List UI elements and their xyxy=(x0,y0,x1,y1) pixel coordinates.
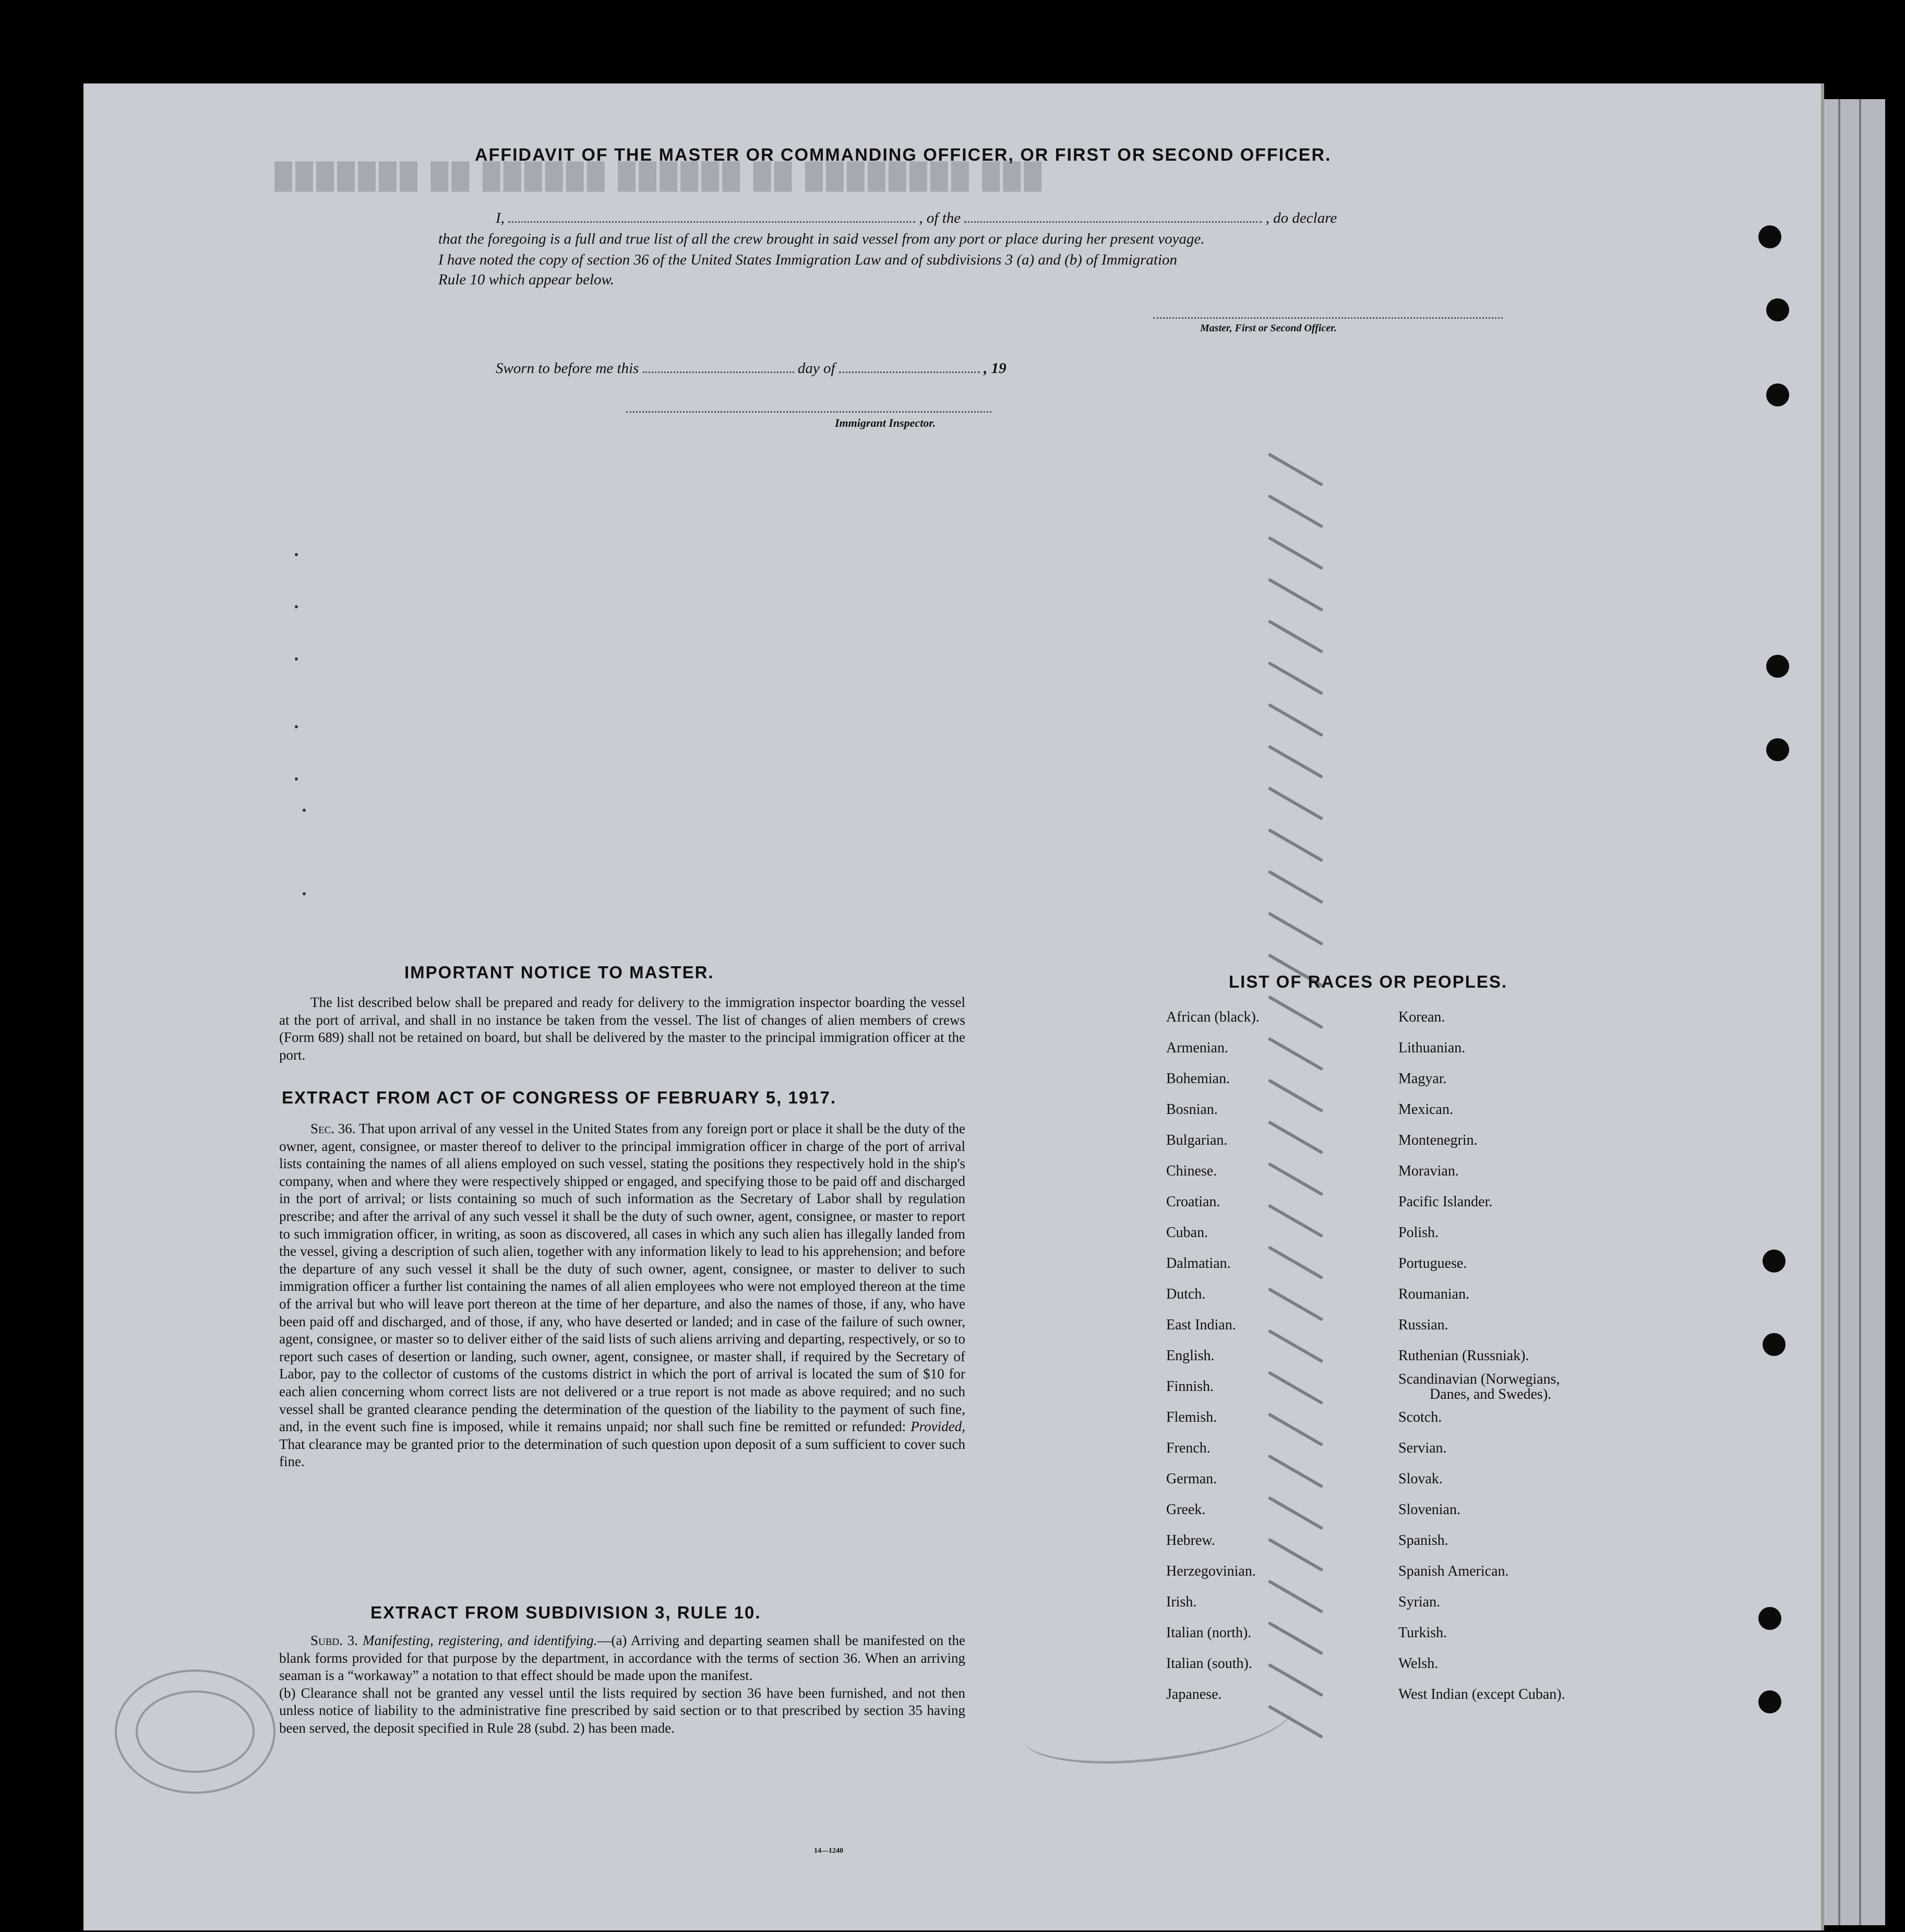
master-signature-label: Master, First or Second Officer. xyxy=(1200,322,1337,334)
sworn-day-field[interactable] xyxy=(643,361,794,373)
rule-text xyxy=(279,1632,965,1737)
punch-hole xyxy=(1766,383,1789,406)
race-item: Slovenian. xyxy=(1398,1502,1460,1518)
year-label: , 19 xyxy=(984,360,1007,377)
act-paragraph: That upon arrival of any vessel in the United States from any foreign port or place it shall be the duty of the owner, agent, consignee, or master thereof to deliver to the principal immigration officer in charge of the port of arrival lists containing the names of all aliens employed on such vessel, stating the positions they respectively hold in the ship's company, when and where they were respectively shipped or engaged, and specifying those to be paid off and discharged in the port of arrival; or lists containing so much of such information as the Secretary of Labor shall by regulation prescribe; and after the arrival of any such vessel it shall be the duty of such owner, agent, consignee, or master to report to such immigration officer, in writing, as soon as discovered, all cases in which any such alien has illegally landed from the vessel, giving a description of such alien, together with any information likely to lead to his apprehension; and before the departure of any such vessel it shall be the duty of such owner, agent, consignee, or master to deliver to such immigration officer a further list containing the names of all alien employees who were not employed thereon at the time of the arrival but who will leave port thereon at the time of her departure, and also the names of those, if any, who have been paid off and discharged, and of those, if any, who have deserted or landed; and in case of the failure of such owner, agent, consignee, or master so to deliver either of the said lists of such aliens arriving and departing, respectively, or so to report such cases of desertion or landing, such owner, agent, consignee, or master shall, if required by the Secretary of Labor, pay to the collector of customs of the customs district in which the port of arrival is located the sum of $10 for each alien concerning whom correct lists are not delivered or a true report is not made as above required; and no such vessel shall be granted clearance pending the determination of the question of the liability to the payment of such fine, and, in the event such fine is imposed, while it remains unpaid; nor shall such fine be remitted or refunded: xyxy=(279,1121,965,1435)
affidavit-line-1 xyxy=(496,210,1337,227)
race-item-cont: Danes, and Swedes). xyxy=(1430,1386,1552,1402)
affidavit-line-4: Rule 10 which appear below. xyxy=(438,271,614,288)
race-item: Scotch. xyxy=(1398,1409,1442,1425)
race-item: Irish. xyxy=(1166,1594,1197,1610)
vessel-name-field[interactable] xyxy=(964,211,1262,223)
punch-hole xyxy=(1766,655,1789,678)
race-item: Scandinavian (Norwegians, xyxy=(1398,1371,1560,1387)
act-text xyxy=(279,1120,965,1471)
sec-label: Sec. 36. xyxy=(310,1121,356,1136)
races-left-column xyxy=(1166,1002,1260,1710)
race-item: Roumanian. xyxy=(1398,1286,1470,1302)
punch-hole xyxy=(1763,1333,1786,1356)
races-title: LIST OF RACES OR PEOPLES. xyxy=(1229,972,1508,991)
race-item: Spanish. xyxy=(1398,1532,1448,1549)
race-item: Polish. xyxy=(1398,1225,1439,1241)
race-item: Magyar. xyxy=(1398,1071,1447,1087)
notice-text xyxy=(279,994,965,1064)
race-item: Finnish. xyxy=(1166,1378,1214,1395)
act-paragraph-end: That clearance may be granted prior to the determination of such question upon deposit of a sum sufficient to cover such fine. xyxy=(279,1436,965,1470)
race-item: German. xyxy=(1166,1471,1217,1487)
provided-label: Provided, xyxy=(910,1419,965,1435)
race-item: Dalmatian. xyxy=(1166,1255,1231,1271)
race-item: English. xyxy=(1166,1348,1215,1364)
race-item: Korean. xyxy=(1398,1009,1445,1025)
affidavit-line-3: I have noted the copy of section 36 of the United States Immigration Law and of subdivisions 3 (a) and (b) of Immigration xyxy=(438,251,1178,268)
punch-hole xyxy=(1758,1607,1781,1630)
races-right-column xyxy=(1398,1002,1565,1710)
race-item: Flemish. xyxy=(1166,1409,1217,1425)
manifest-page xyxy=(83,83,1824,1930)
race-item: Syrian. xyxy=(1398,1594,1441,1610)
bleed-through-header: ███ ████████ ██ ██████ ██████ ██ ███████ xyxy=(271,162,1042,190)
i-label: I, xyxy=(496,210,505,226)
race-item: Japanese. xyxy=(1166,1686,1222,1702)
subd-title: Manifesting, registering, and identifying. xyxy=(362,1633,597,1648)
race-item: Italian (south). xyxy=(1166,1655,1252,1672)
faded-stamp-inner xyxy=(136,1690,255,1773)
race-item: Hebrew. xyxy=(1166,1532,1215,1549)
race-item: Greek. xyxy=(1166,1502,1206,1518)
race-item: Bosnian. xyxy=(1166,1101,1218,1118)
race-item: Ruthenian (Russniak). xyxy=(1398,1348,1529,1364)
race-item: French. xyxy=(1166,1440,1211,1456)
punch-hole xyxy=(1766,298,1789,321)
race-item: Chinese. xyxy=(1166,1163,1217,1179)
race-item: Moravian. xyxy=(1398,1163,1459,1179)
race-item: Bulgarian. xyxy=(1166,1132,1228,1148)
punch-hole xyxy=(1758,225,1781,248)
of-the-label: , of the xyxy=(919,210,961,226)
affidavit-line-2: that the foregoing is a full and true list of all the crew brought in said vessel from any port or place during her present voyage. xyxy=(438,231,1205,247)
race-item-scandinavian xyxy=(1398,1371,1565,1402)
rule-text-a: —(a) Arriving and departing seamen shall be manifested on the blank forms provided for that purpose by the department, in accordance with the terms of section 36. When an arriving seaman is a “workaway” a notation to that effect should be made upon the manifest. xyxy=(279,1633,965,1684)
master-name-field[interactable] xyxy=(508,211,915,223)
race-item: Croatian. xyxy=(1166,1194,1220,1210)
punch-hole xyxy=(1763,1250,1786,1273)
inspector-signature-line[interactable] xyxy=(626,411,991,413)
race-item: Italian (north). xyxy=(1166,1625,1252,1641)
race-item: Dutch. xyxy=(1166,1286,1206,1302)
next-page-edge xyxy=(1821,99,1885,1925)
declare-label: , do declare xyxy=(1265,210,1337,226)
sworn-label: Sworn to before me this xyxy=(496,360,639,377)
race-item: Slovak. xyxy=(1398,1471,1443,1487)
race-item: Servian. xyxy=(1398,1440,1447,1456)
race-item: Pacific Islander. xyxy=(1398,1194,1493,1210)
race-item: Herzegovinian. xyxy=(1166,1563,1256,1579)
notice-title: IMPORTANT NOTICE TO MASTER. xyxy=(404,963,714,982)
race-item: Lithuanian. xyxy=(1398,1040,1466,1056)
sworn-month-field[interactable] xyxy=(839,361,980,373)
race-item: Spanish American. xyxy=(1398,1563,1509,1579)
race-item: West Indian (except Cuban). xyxy=(1398,1686,1565,1702)
race-item: Armenian. xyxy=(1166,1040,1228,1056)
race-item: Turkish. xyxy=(1398,1625,1447,1641)
form-number: 14—1240 xyxy=(814,1847,843,1855)
sworn-line xyxy=(496,360,1007,377)
race-item: Welsh. xyxy=(1398,1655,1439,1672)
race-item: African (black). xyxy=(1166,1009,1260,1025)
race-item: East Indian. xyxy=(1166,1317,1236,1333)
act-title: EXTRACT FROM ACT OF CONGRESS OF FEBRUARY 5, 1917. xyxy=(282,1088,837,1107)
punch-hole xyxy=(1766,738,1789,761)
race-item: Portuguese. xyxy=(1398,1255,1467,1271)
race-item: Mexican. xyxy=(1398,1101,1453,1118)
day-of-label: day of xyxy=(797,360,835,377)
race-item: Russian. xyxy=(1398,1317,1448,1333)
rule-text-b: (b) Clearance shall not be granted any vessel until the lists required by section 36 have been furnished, and not then unless notice of liability to the administrative fine prescribed by said section or to that prescribed by section 35 having been served, the deposit specified in Rule 28 (subd. 2) has been made. xyxy=(279,1685,965,1736)
punch-hole xyxy=(1758,1690,1781,1713)
notice-paragraph: The list described below shall be prepared and ready for delivery to the immigration inspector boarding the vessel at the port of arrival, and shall in no instance be taken from the vessel. The list of changes of alien members of crews (Form 689) shall not be retained on board, but shall be delivered by the master to the principal immigration officer at the port. xyxy=(279,994,965,1063)
race-item: Bohemian. xyxy=(1166,1071,1230,1087)
rule-title: EXTRACT FROM SUBDIVISION 3, RULE 10. xyxy=(370,1603,761,1622)
affidavit-title: AFFIDAVIT OF THE MASTER OR COMMANDING OFFICER, OR FIRST OR SECOND OFFICER. xyxy=(475,145,1332,165)
subd-label: Subd. 3. xyxy=(310,1633,358,1648)
inspector-label: Immigrant Inspector. xyxy=(835,416,936,429)
race-item: Cuban. xyxy=(1166,1225,1208,1241)
master-signature-line[interactable] xyxy=(1153,317,1503,319)
race-item: Montenegrin. xyxy=(1398,1132,1478,1148)
